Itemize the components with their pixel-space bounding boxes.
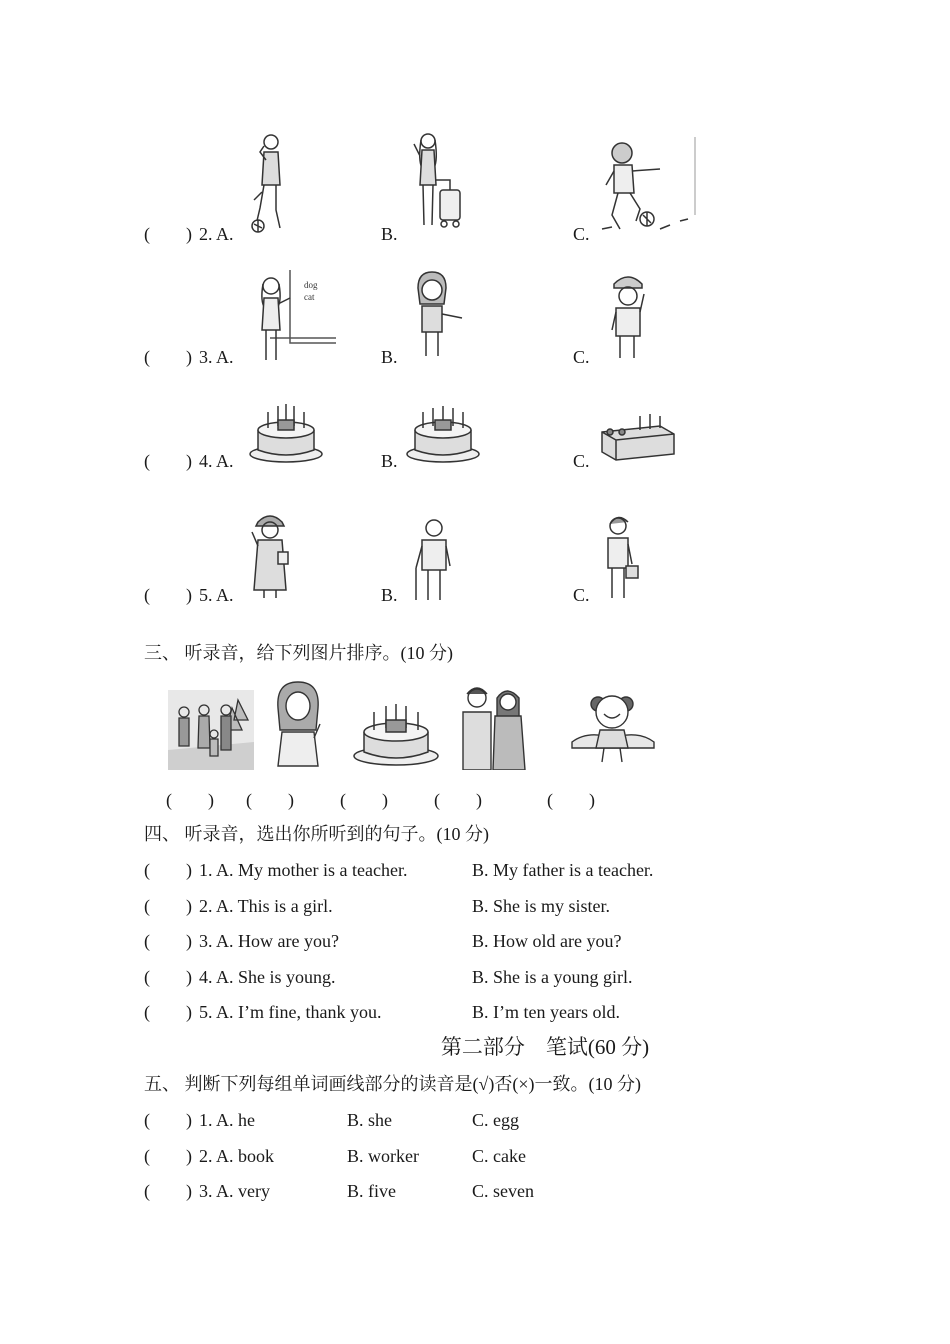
option-b-label: B. — [381, 347, 398, 367]
teacher-at-blackboard-image — [256, 268, 336, 363]
girl-pointing-image — [410, 270, 470, 360]
order-blank-3[interactable]: ( ) — [340, 790, 388, 810]
option-b-text: B. How old are you? — [472, 931, 622, 951]
woman-with-suitcase-image — [408, 130, 466, 235]
option-a-label: 2. A. — [199, 224, 234, 244]
option-a-text: 3. A. How are you? — [199, 931, 339, 951]
board-word-dog: dog — [304, 280, 318, 290]
birthday-cake-image — [352, 700, 440, 768]
round-cake-with-candles-b-image — [405, 402, 481, 466]
option-a-text: 2. A. This is a girl. — [199, 896, 333, 916]
section-4-title: 四、 听录音，选出你所听到的句子。(10 分) — [144, 824, 489, 844]
answer-blank[interactable]: ( ) — [144, 1002, 192, 1022]
option-a-text: 1. A. he — [199, 1110, 255, 1130]
option-b-text: B. I’m ten years old. — [472, 1002, 620, 1022]
police-officer-image — [604, 272, 652, 362]
option-a-text: 5. A. I’m fine, thank you. — [199, 1002, 382, 1022]
option-a-text: 2. A. book — [199, 1146, 275, 1166]
option-a-text: 4. A. She is young. — [199, 967, 336, 987]
part-2-title-text: 第二部分 笔试(60 分) — [440, 1035, 650, 1059]
man-on-phone-with-ball-image — [246, 130, 296, 235]
option-b-label: B. — [381, 585, 398, 605]
option-a-text: 3. A. very — [199, 1181, 270, 1201]
option-c-text: C. egg — [472, 1110, 519, 1130]
option-b-label: B. — [381, 224, 398, 244]
option-c-label: C. — [573, 585, 590, 605]
option-b-label: B. — [381, 451, 398, 471]
option-b-text: B. My father is a teacher. — [472, 860, 654, 880]
family-outdoors-image — [168, 690, 254, 770]
order-blank-1[interactable]: ( ) — [166, 790, 214, 810]
answer-blank[interactable]: ( ) — [144, 1146, 192, 1166]
answer-blank[interactable]: ( ) — [144, 896, 192, 916]
answer-blank[interactable]: ( ) — [144, 967, 192, 987]
boy-kicking-ball-image — [600, 135, 698, 235]
option-b-text: B. worker — [347, 1146, 419, 1166]
answer-blank[interactable]: ( ) — [144, 1110, 192, 1130]
option-b-text: B. she — [347, 1110, 392, 1130]
option-c-text: C. cake — [472, 1146, 526, 1166]
option-a-label: 3. A. — [199, 347, 234, 367]
order-blank-5[interactable]: ( ) — [547, 790, 595, 810]
option-b-text: B. She is my sister. — [472, 896, 611, 916]
order-blank-4[interactable]: ( ) — [434, 790, 482, 810]
man-with-bag-image — [600, 512, 644, 600]
option-a-label: 5. A. — [199, 585, 234, 605]
option-a-text: 1. A. My mother is a teacher. — [199, 860, 408, 880]
option-c-label: C. — [573, 224, 590, 244]
section-5-title: 五、 判断下列每组单词画线部分的读音是(√)否(×)一致。(10 分) — [144, 1074, 641, 1094]
option-c-label: C. — [573, 451, 590, 471]
answer-blank[interactable]: ( ) — [144, 451, 192, 471]
girl-portrait-image — [272, 680, 326, 768]
round-cake-with-candles-image — [248, 400, 324, 466]
answer-blank[interactable]: ( ) — [144, 585, 192, 605]
order-blank-2[interactable]: ( ) — [246, 790, 294, 810]
rectangular-cake-image — [600, 412, 676, 464]
old-man-with-cane-image — [412, 516, 456, 602]
option-c-text: C. seven — [472, 1181, 534, 1201]
board-word-cat: cat — [304, 292, 315, 302]
part-2-title — [0, 1034, 950, 1060]
option-a-label: 4. A. — [199, 451, 234, 471]
smiling-girl-image — [568, 686, 656, 766]
answer-blank[interactable]: ( ) — [144, 347, 192, 367]
answer-blank[interactable]: ( ) — [144, 860, 192, 880]
answer-blank[interactable]: ( ) — [144, 1181, 192, 1201]
answer-blank[interactable]: ( ) — [144, 224, 192, 244]
option-b-text: B. five — [347, 1181, 396, 1201]
couple-image — [457, 682, 529, 770]
answer-blank[interactable]: ( ) — [144, 931, 192, 951]
option-c-label: C. — [573, 347, 590, 367]
section-3-title: 三、 听录音，给下列图片排序。(10 分) — [144, 643, 453, 663]
old-woman-image — [250, 512, 294, 600]
option-b-text: B. She is a young girl. — [472, 967, 633, 987]
